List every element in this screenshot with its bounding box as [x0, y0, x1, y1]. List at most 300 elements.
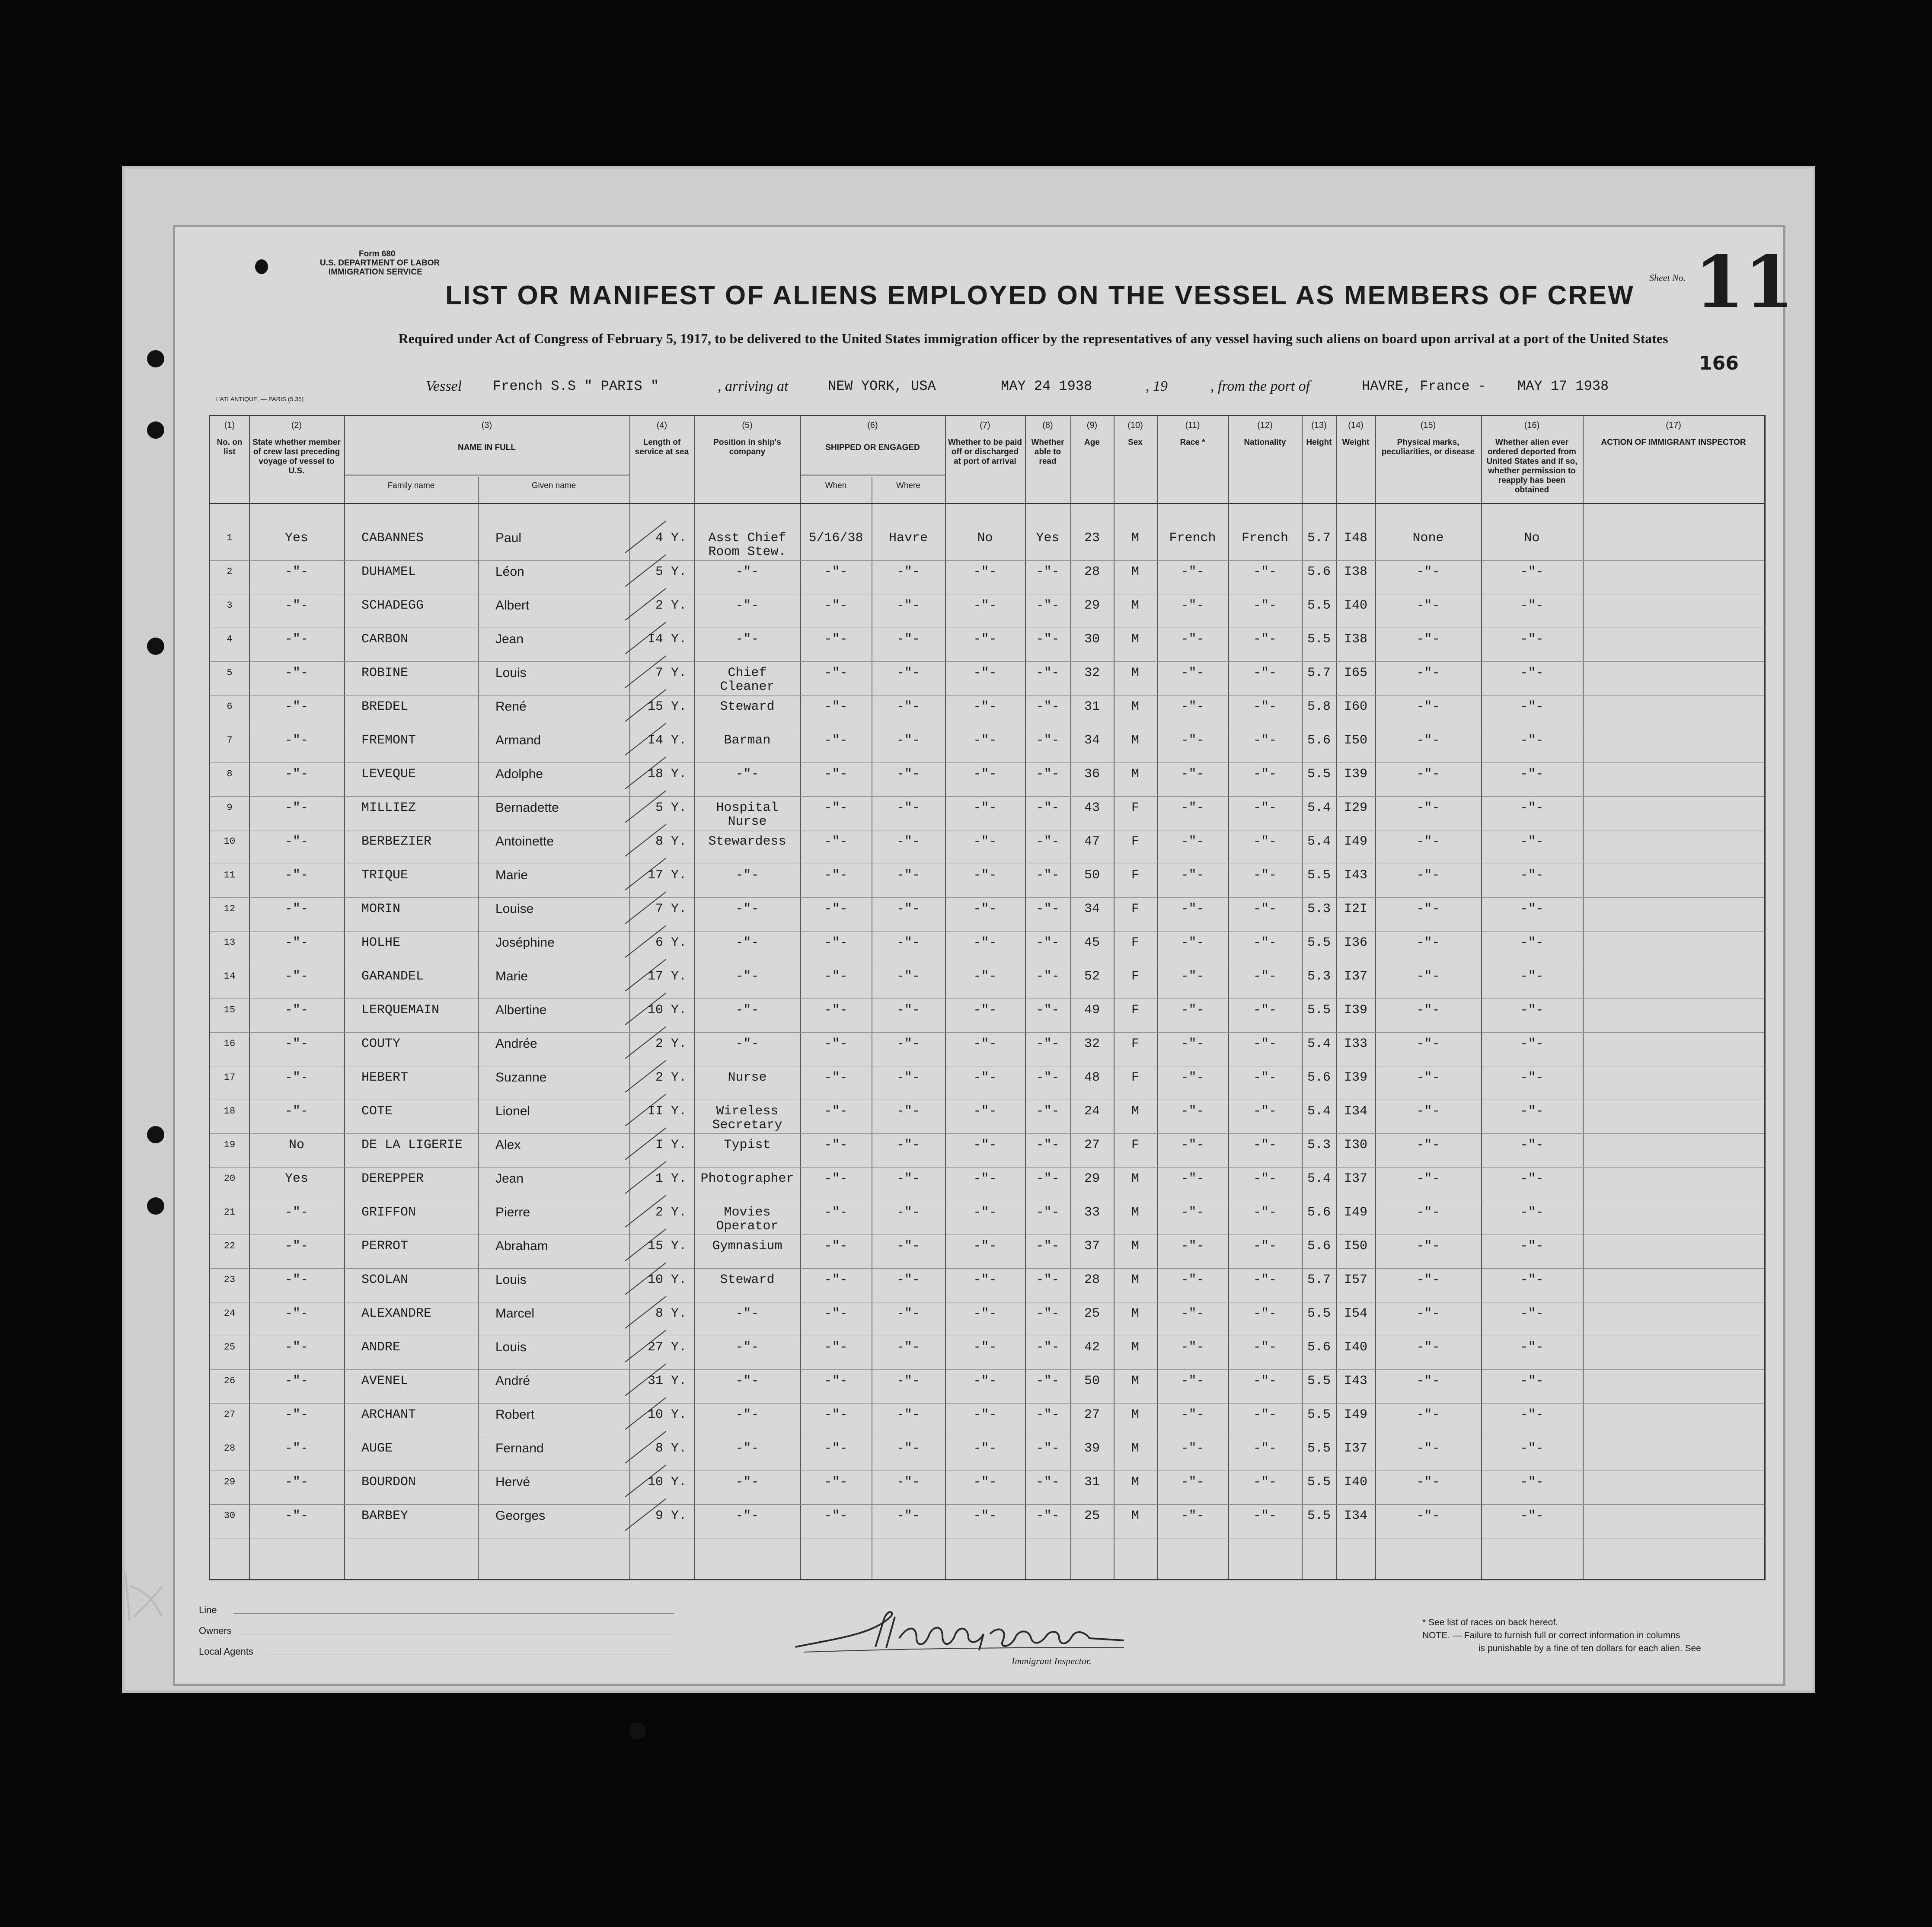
cell-nat: -"- — [1253, 969, 1277, 984]
cell-prev: -"- — [284, 1104, 308, 1119]
cell-when: -"- — [824, 1441, 848, 1456]
cell-service: 10 Y. — [647, 1273, 687, 1287]
column-divider — [478, 477, 479, 1579]
cell-prev: -"- — [284, 1407, 308, 1422]
cell-deported: -"- — [1520, 902, 1544, 916]
cell-marks: -"- — [1416, 1407, 1440, 1422]
cell-given: Bernadette — [495, 801, 559, 815]
cell-family: TRIQUE — [361, 868, 409, 883]
table-row — [210, 931, 1764, 932]
cell-weight: I34 — [1344, 1509, 1367, 1523]
cell-age: 43 — [1084, 801, 1100, 815]
owners-label: Owners — [199, 1625, 232, 1636]
cell-age: 39 — [1084, 1441, 1100, 1456]
cell-where: -"- — [896, 733, 920, 748]
cell-marks: -"- — [1416, 565, 1440, 579]
cell-no: 20 — [224, 1173, 236, 1184]
cell-when: -"- — [824, 565, 848, 579]
cell-weight: I40 — [1344, 1340, 1367, 1355]
cell-where: -"- — [896, 1475, 920, 1490]
cell-nat: -"- — [1253, 1239, 1277, 1254]
cell-family: BREDEL — [361, 699, 409, 714]
cell-nat: -"- — [1253, 902, 1277, 916]
cell-position: Asst Chief — [708, 531, 786, 546]
punch-hole — [147, 1126, 164, 1143]
cell-age: 50 — [1084, 1374, 1100, 1388]
cell-height: 5.7 — [1307, 531, 1331, 546]
cell-race: -"- — [1181, 767, 1204, 782]
cell-position: -"- — [735, 1441, 759, 1456]
cell-service: 9 Y. — [655, 1509, 687, 1523]
cell-age: 37 — [1084, 1239, 1100, 1254]
arriving-label: , arriving at — [718, 378, 789, 394]
cell-position: -"- — [735, 969, 759, 984]
cell-no: 7 — [227, 735, 233, 746]
cell-service: II Y. — [647, 1104, 687, 1119]
cell-prev: -"- — [284, 632, 308, 647]
cell-family: DEREPPER — [361, 1171, 424, 1186]
line-label: Line — [199, 1605, 217, 1615]
table-row — [210, 1133, 1764, 1134]
cell-height: 5.4 — [1307, 1037, 1331, 1051]
cell-no: 15 — [224, 1005, 236, 1015]
cell-age: 23 — [1084, 531, 1100, 546]
cell-service: 15 Y. — [647, 699, 687, 714]
cell-age: 30 — [1084, 632, 1100, 647]
cell-age: 27 — [1084, 1407, 1100, 1422]
cell-position: Steward — [720, 699, 775, 714]
table-row — [210, 1504, 1764, 1505]
cell-deported: -"- — [1520, 834, 1544, 849]
cell-no: 4 — [227, 634, 233, 644]
cell-age: 29 — [1084, 1171, 1100, 1186]
departure-date: MAY 17 1938 — [1517, 378, 1609, 394]
column-header: No. on list — [217, 438, 243, 456]
cell-paid: -"- — [973, 969, 997, 984]
cell-service: 18 Y. — [647, 767, 687, 782]
cell-deported: -"- — [1520, 1306, 1544, 1321]
cell-race: -"- — [1181, 1104, 1204, 1119]
crew-manifest-table — [209, 415, 1766, 1580]
cell-given: Georges — [495, 1509, 546, 1523]
cell-paid: -"- — [973, 666, 997, 680]
page-title: LIST OR MANIFEST OF ALIENS EMPLOYED ON THE VESSEL AS MEMBERS OF CREW — [445, 281, 1635, 310]
cell-prev: -"- — [284, 868, 308, 883]
cell-weight: I29 — [1344, 801, 1367, 815]
cell-sex: F — [1131, 1037, 1139, 1051]
cell-when: -"- — [824, 801, 848, 815]
cell-sex: F — [1131, 801, 1139, 815]
cell-when: -"- — [824, 1070, 848, 1085]
cell-nat: -"- — [1253, 1340, 1277, 1355]
cell-family: MORIN — [361, 902, 401, 916]
cell-age: 42 — [1084, 1340, 1100, 1355]
table-row — [210, 796, 1764, 797]
cell-position: -"- — [735, 1340, 759, 1355]
cell-service: 27 Y. — [647, 1340, 687, 1355]
cell-race: -"- — [1181, 1273, 1204, 1287]
cell-nat: -"- — [1253, 1138, 1277, 1152]
cell-marks: -"- — [1416, 1509, 1440, 1523]
cell-deported: -"- — [1520, 1441, 1544, 1456]
cell-where: -"- — [896, 1003, 920, 1018]
vessel-label: Vessel — [426, 378, 462, 394]
cell-read: -"- — [1036, 1407, 1060, 1422]
column-divider — [1228, 416, 1229, 1579]
column-number: (11) — [1185, 421, 1200, 430]
cell-sex: M — [1131, 1171, 1139, 1186]
cell-sex: M — [1131, 632, 1139, 647]
cell-no: 21 — [224, 1207, 236, 1218]
cell-race: -"- — [1181, 1441, 1204, 1456]
cell-marks: -"- — [1416, 1475, 1440, 1490]
cell-where: -"- — [896, 1070, 920, 1085]
cell-position-line2: Room Stew. — [708, 545, 786, 559]
cell-family: CABANNES — [361, 531, 424, 546]
column-number: (1) — [224, 421, 235, 430]
cell-service: I4 Y. — [647, 632, 687, 647]
cell-race: -"- — [1181, 1509, 1204, 1523]
cell-given: Joséphine — [495, 935, 555, 950]
cell-race: -"- — [1181, 1070, 1204, 1085]
cell-given: Robert — [495, 1407, 535, 1422]
column-number: (15) — [1420, 421, 1436, 430]
cell-age: 31 — [1084, 699, 1100, 714]
cell-age: 33 — [1084, 1205, 1100, 1220]
cell-given: Jean — [495, 1171, 524, 1186]
cell-position: -"- — [735, 1407, 759, 1422]
cell-position: -"- — [735, 1509, 759, 1523]
cell-given: Antoinette — [495, 834, 554, 849]
cell-where: -"- — [896, 1273, 920, 1287]
cell-marks: -"- — [1416, 1340, 1440, 1355]
cell-read: -"- — [1036, 1171, 1060, 1186]
cell-when: -"- — [824, 1475, 848, 1490]
cell-no: 6 — [227, 701, 233, 712]
cell-given: Fernand — [495, 1441, 544, 1455]
departure-port: HAVRE, France - — [1362, 378, 1487, 394]
cell-service: 2 Y. — [655, 1037, 687, 1051]
cell-position: -"- — [735, 868, 759, 883]
cell-when: -"- — [824, 1003, 848, 1018]
cell-deported: -"- — [1520, 1475, 1544, 1490]
cell-age: 48 — [1084, 1070, 1100, 1085]
punch-hole — [147, 421, 164, 439]
column-number: (16) — [1524, 421, 1540, 430]
cell-height: 5.7 — [1307, 1273, 1331, 1287]
cell-no: 25 — [224, 1342, 236, 1353]
cell-weight: I39 — [1344, 1003, 1367, 1018]
cell-height: 5.6 — [1307, 1340, 1331, 1355]
cell-race: -"- — [1181, 1374, 1204, 1388]
cell-no: 23 — [224, 1274, 236, 1285]
cell-family: BOURDON — [361, 1475, 416, 1490]
cell-read: -"- — [1036, 565, 1060, 579]
cell-marks: -"- — [1416, 1306, 1440, 1321]
cell-when: -"- — [824, 1340, 848, 1355]
cell-sex: M — [1131, 598, 1139, 613]
cell-weight: I57 — [1344, 1273, 1367, 1287]
cell-deported: -"- — [1520, 935, 1544, 950]
cell-race: -"- — [1181, 1205, 1204, 1220]
cell-deported: -"- — [1520, 1273, 1544, 1287]
cell-marks: -"- — [1416, 733, 1440, 748]
cell-service: 8 Y. — [655, 1441, 687, 1456]
sheet-number-label: Sheet No. — [1649, 272, 1686, 283]
cell-nat: -"- — [1253, 767, 1277, 782]
cell-family: SCOLAN — [361, 1273, 409, 1287]
punch-hole — [255, 259, 268, 274]
cell-given: Marie — [495, 969, 528, 983]
cell-no: 30 — [224, 1510, 236, 1521]
cell-marks: -"- — [1416, 834, 1440, 849]
column-header: State whether member of crew last preceding voyage of vessel to U.S. — [252, 438, 341, 475]
cell-race: -"- — [1181, 969, 1204, 984]
cell-paid: -"- — [973, 1340, 997, 1355]
cell-race: -"- — [1181, 834, 1204, 849]
local-agents-label: Local Agents — [199, 1646, 253, 1657]
cell-race: French — [1169, 531, 1216, 546]
form-number: Form 680 U.S. DEPARTMENT OF LABOR IMMIGRATION SERVICE — [320, 249, 440, 277]
cell-sex: F — [1131, 1070, 1139, 1085]
cell-position: Hospital — [716, 801, 779, 815]
cell-family: ALEXANDRE — [361, 1306, 432, 1321]
cell-sex: M — [1131, 733, 1139, 748]
cell-age: 31 — [1084, 1475, 1100, 1490]
cell-given: Marie — [495, 868, 528, 882]
cell-paid: -"- — [973, 699, 997, 714]
cell-age: 49 — [1084, 1003, 1100, 1018]
cell-when: -"- — [824, 969, 848, 984]
cell-where: Havre — [888, 531, 928, 546]
column-number: (4) — [656, 421, 667, 430]
cell-weight: I49 — [1344, 834, 1367, 849]
cell-prev: -"- — [284, 1070, 308, 1085]
sheet-number: 11 — [1695, 240, 1794, 324]
cell-where: -"- — [896, 1407, 920, 1422]
cell-prev: -"- — [284, 1340, 308, 1355]
cell-paid: -"- — [973, 598, 997, 613]
cell-read: Yes — [1036, 531, 1060, 546]
cell-weight: I39 — [1344, 767, 1367, 782]
cell-weight: I39 — [1344, 1070, 1367, 1085]
cell-weight: I37 — [1344, 1441, 1367, 1456]
cell-weight: I38 — [1344, 565, 1367, 579]
cell-nat: -"- — [1253, 1374, 1277, 1388]
cell-weight: I60 — [1344, 699, 1367, 714]
cell-height: 5.5 — [1307, 632, 1331, 647]
column-header: Sex — [1128, 438, 1143, 447]
table-row — [210, 1167, 1764, 1168]
cell-when: -"- — [824, 767, 848, 782]
cell-given: Léon — [495, 565, 524, 579]
cell-read: -"- — [1036, 1340, 1060, 1355]
cell-no: 5 — [227, 667, 233, 678]
cell-sex: F — [1131, 902, 1139, 916]
cell-age: 32 — [1084, 1037, 1100, 1051]
cell-service: I4 Y. — [647, 733, 687, 748]
cell-race: -"- — [1181, 1239, 1204, 1254]
cell-paid: -"- — [973, 1070, 997, 1085]
column-divider — [629, 416, 630, 1579]
cell-nat: -"- — [1253, 1273, 1277, 1287]
cell-no: 8 — [227, 769, 233, 779]
cell-where: -"- — [896, 1239, 920, 1254]
cell-height: 5.5 — [1307, 598, 1331, 613]
cell-read: -"- — [1036, 632, 1060, 647]
inspector-label: Immigrant Inspector. — [1012, 1656, 1092, 1666]
cell-deported: -"- — [1520, 1340, 1544, 1355]
column-number: (13) — [1311, 421, 1327, 430]
cell-weight: I2I — [1344, 902, 1367, 916]
cell-read: -"- — [1036, 1070, 1060, 1085]
cell-prev: No — [288, 1138, 304, 1152]
punch-hole — [147, 350, 164, 367]
cell-given: Armand — [495, 733, 541, 747]
cell-marks: -"- — [1416, 902, 1440, 916]
inspector-signature — [787, 1599, 1141, 1660]
year-label: , 19 — [1146, 378, 1168, 394]
cell-when: -"- — [824, 1104, 848, 1119]
cell-paid: -"- — [973, 1273, 997, 1287]
cell-where: -"- — [896, 969, 920, 984]
cell-given: Suzanne — [495, 1070, 547, 1085]
column-number: (10) — [1127, 421, 1143, 430]
table-row — [210, 1403, 1764, 1404]
cell-family: HEBERT — [361, 1070, 409, 1085]
cell-no: 24 — [224, 1308, 236, 1319]
cell-position: -"- — [735, 1037, 759, 1051]
cell-age: 32 — [1084, 666, 1100, 680]
header-divider — [210, 503, 1764, 504]
cell-no: 13 — [224, 937, 236, 948]
cell-when: -"- — [824, 1374, 848, 1388]
column-header: Height — [1306, 438, 1332, 447]
arrival-port: NEW YORK, USA — [828, 378, 936, 394]
cell-deported: -"- — [1520, 1037, 1544, 1051]
cell-no: 12 — [224, 903, 236, 914]
cell-height: 5.5 — [1307, 868, 1331, 883]
cell-service: 17 Y. — [647, 868, 687, 883]
column-header: Position in ship's company — [713, 438, 781, 456]
cell-sex: M — [1131, 531, 1139, 546]
column-number: (2) — [291, 421, 302, 430]
cell-nat: -"- — [1253, 565, 1277, 579]
cell-given: Alex — [495, 1138, 521, 1152]
cell-height: 5.8 — [1307, 699, 1331, 714]
cell-sex: M — [1131, 1306, 1139, 1321]
cell-marks: -"- — [1416, 868, 1440, 883]
cell-weight: I40 — [1344, 1475, 1367, 1490]
cell-read: -"- — [1036, 935, 1060, 950]
cell-position: Steward — [720, 1273, 775, 1287]
punch-hole — [147, 1197, 164, 1215]
arrival-date: MAY 24 1938 — [1001, 378, 1092, 394]
cell-position: -"- — [735, 767, 759, 782]
cell-paid: -"- — [973, 632, 997, 647]
cell-family: HOLHE — [361, 935, 401, 950]
cell-read: -"- — [1036, 1205, 1060, 1220]
column-divider — [1070, 416, 1071, 1579]
cell-service: 10 Y. — [647, 1475, 687, 1490]
column-header: Whether able to read — [1031, 438, 1064, 466]
cell-age: 52 — [1084, 969, 1100, 984]
cell-height: 5.4 — [1307, 801, 1331, 815]
column-divider — [1025, 416, 1026, 1579]
cell-marks: -"- — [1416, 1003, 1440, 1018]
cell-when: 5/16/38 — [808, 531, 863, 546]
cell-nat: -"- — [1253, 935, 1277, 950]
cell-height: 5.3 — [1307, 902, 1331, 916]
cell-service: 6 Y. — [655, 935, 687, 950]
column-header: Age — [1084, 438, 1100, 447]
cell-sex: F — [1131, 1138, 1139, 1152]
cell-when: -"- — [824, 1239, 848, 1254]
cell-no: 27 — [224, 1409, 236, 1420]
cell-race: -"- — [1181, 1171, 1204, 1186]
cell-position: -"- — [735, 1003, 759, 1018]
cell-sex: M — [1131, 1407, 1139, 1422]
cell-family: MILLIEZ — [361, 801, 416, 815]
cell-marks: -"- — [1416, 969, 1440, 984]
cell-paid: -"- — [973, 1138, 997, 1152]
cell-where: -"- — [896, 1340, 920, 1355]
cell-nat: -"- — [1253, 1205, 1277, 1220]
cell-deported: -"- — [1520, 565, 1544, 579]
cell-marks: None — [1412, 531, 1444, 546]
cell-nat: -"- — [1253, 1104, 1277, 1119]
cell-sex: M — [1131, 1475, 1139, 1490]
cell-race: -"- — [1181, 902, 1204, 916]
cell-service: 5 Y. — [655, 565, 687, 579]
cell-given: Louis — [495, 666, 527, 680]
cell-family: COTE — [361, 1104, 393, 1119]
cell-prev: Yes — [284, 1171, 308, 1186]
cell-height: 5.7 — [1307, 666, 1331, 680]
cell-weight: I65 — [1344, 666, 1367, 680]
cell-given: René — [495, 699, 527, 714]
cell-no: 11 — [224, 870, 236, 881]
cell-where: -"- — [896, 632, 920, 647]
cell-weight: I40 — [1344, 598, 1367, 613]
cell-paid: No — [977, 531, 993, 546]
cell-service: 7 Y. — [655, 666, 687, 680]
cell-nat: -"- — [1253, 1171, 1277, 1186]
cell-marks: -"- — [1416, 1239, 1440, 1254]
column-header: ACTION OF IMMIGRANT INSPECTOR — [1601, 438, 1746, 447]
cell-race: -"- — [1181, 565, 1204, 579]
cell-no: 28 — [224, 1443, 236, 1454]
cell-marks: -"- — [1416, 1205, 1440, 1220]
cell-when: -"- — [824, 935, 848, 950]
cell-given: Albert — [495, 598, 530, 613]
column-header: NAME IN FULL — [457, 443, 516, 452]
cell-service: I Y. — [655, 1138, 687, 1152]
cell-service: 7 Y. — [655, 902, 687, 916]
cell-paid: -"- — [973, 868, 997, 883]
cell-paid: -"- — [973, 801, 997, 815]
cell-height: 5.5 — [1307, 1306, 1331, 1321]
table-row — [210, 897, 1764, 898]
cell-no: 1 — [227, 533, 233, 543]
printer-imprint: L'ATLANTIQUE. — PARIS (5.35) — [215, 396, 304, 402]
cell-deported: -"- — [1520, 1374, 1544, 1388]
cell-marks: -"- — [1416, 1037, 1440, 1051]
cell-read: -"- — [1036, 1037, 1060, 1051]
cell-nat: -"- — [1253, 1509, 1277, 1523]
vessel-name: French S.S " PARIS " — [493, 378, 659, 394]
cell-marks: -"- — [1416, 666, 1440, 680]
